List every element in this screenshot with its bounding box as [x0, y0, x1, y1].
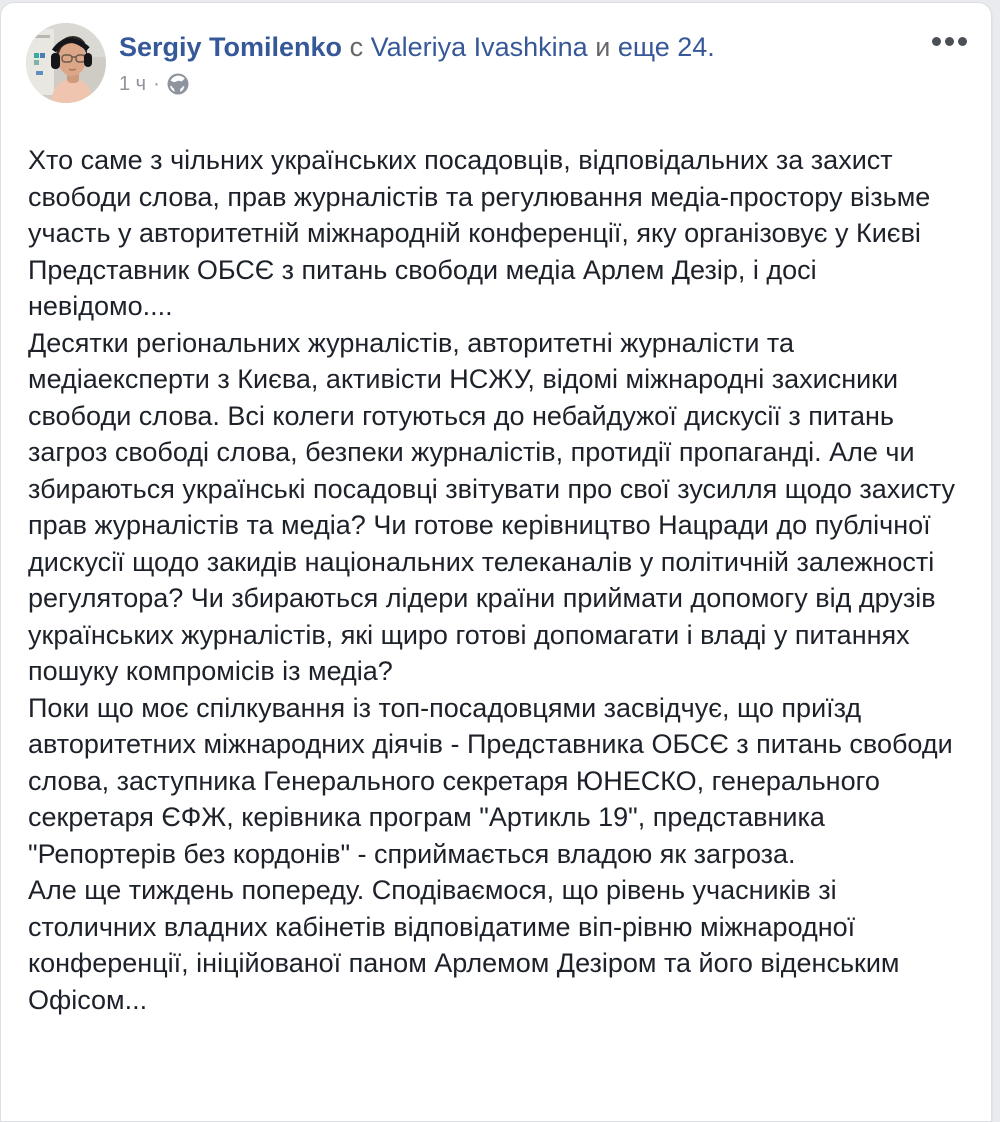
meta-line [119, 73, 967, 95]
post-paragraph: Десятки регіональних журналістів, авторитетні журналісти та медіаексперти з Києва, активісти НСЖУ, відомі міжнародні захисники свободи слова. Всі колеги готуються до небайдужої дискусії з питань загроз свободі слова, безпеки журналістів, протидії пропаганді. Але чи збираються українські посадовці звітувати про свої зусилля щодо захисту прав журналістів та медіа? Чи готове керівництво Нацради до публічної дискусії щодо закидів національних телеканалів у політичній залежності регулятора? Чи збираються лідери країни приймати допомогу від друзів українських журналістів, які щиро готові допомагати і владі у питаннях пошуку компромісів із медіа? [28, 327, 955, 686]
profile-photo-icon [26, 90, 106, 103]
with-connector: с [349, 32, 364, 62]
and-connector: и [595, 32, 611, 62]
header-text [119, 23, 967, 95]
post-paragraph: Хто саме з чільних українських посадовців, відповідальних за захист свободи слова, прав журналістів та регулювання медіа-простору візьме участь у авторитетній міжнародній конференції, яку організовує у Києві Представник ОБСЄ з питань свободи медіа Арлем Дезір, і досі невідомо.... [28, 145, 931, 321]
post-paragraph: Поки що моє спілкування із топ-посадовцями засвідчує, що приїзд авторитетних міжнародних діячів - Представника ОБСЄ з питань свободи слова, заступника Генерального секретаря ЮНЕСКО, генерального секретаря ЄФЖ, керівника програм "Артикль 19", представника "Репортерів без кордонів" - сприймається владою як загроза. [28, 692, 953, 869]
tagged-friend-link[interactable]: Valeriya Ivashkina [370, 32, 588, 62]
ellipsis-icon [932, 37, 967, 46]
post-menu-button[interactable] [928, 31, 971, 52]
more-tagged-link[interactable]: еще 24. [617, 32, 715, 62]
post-header [1, 3, 991, 123]
post-body [28, 142, 959, 1018]
name-line [119, 30, 967, 64]
post-card [0, 2, 992, 1122]
avatar[interactable] [26, 23, 106, 103]
timestamp-link[interactable]: 1 ч [119, 73, 147, 95]
post-paragraph: Але ще тиждень попереду. Сподіваємося, що рівень учасників зі столичних владних кабінетів відповідатиме віп-рівню міжнародної конференції, ініційованої паном Арлемом Дезіром та його віденським Офісом... [28, 875, 900, 1015]
globe-public-icon [167, 73, 189, 95]
author-link[interactable]: Sergiy Tomilenko [119, 32, 343, 62]
meta-separator: · [153, 73, 160, 95]
